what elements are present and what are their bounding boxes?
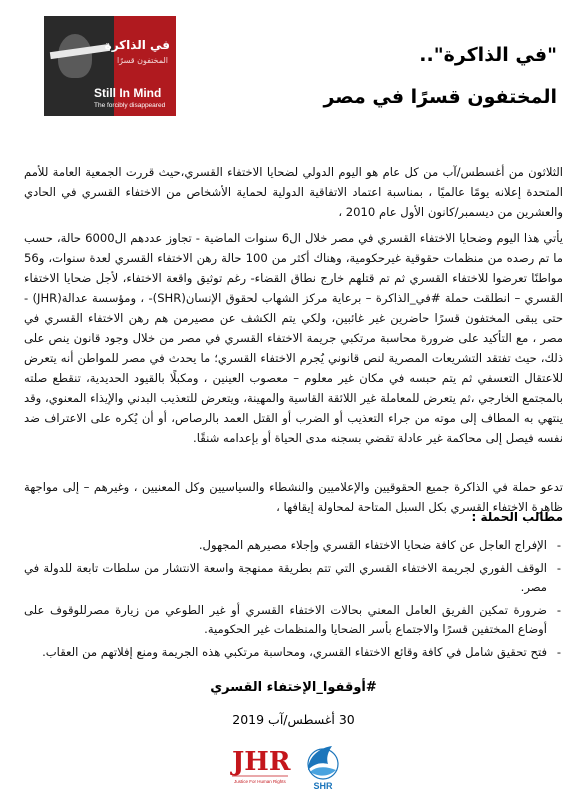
campaign-hashtag: #أوقفوا_الإختفاء القسري bbox=[210, 680, 377, 695]
demands-list bbox=[24, 536, 563, 666]
banner-subtitle-arabic: المختفون قسرًا bbox=[116, 56, 168, 65]
demands-title: مطالب الحملة : bbox=[471, 510, 563, 524]
list-item: - فتح تحقيق شامل في كافة وقائع الاختفاء القسري، ومحاسبة مرتكبي هذه الجريمة ومنع إفلاتهم من العقاب. bbox=[24, 643, 547, 662]
blindfolded-figure-icon bbox=[44, 16, 114, 116]
document-title: "في الذاكرة".. bbox=[419, 44, 557, 66]
shr-logo-text: SHR bbox=[313, 781, 333, 791]
shr-logo bbox=[298, 740, 348, 792]
dove-icon bbox=[308, 746, 338, 779]
jhr-logo-text: JHR bbox=[232, 747, 291, 777]
list-item: - الإفراج العاجل عن كافة ضحايا الاختفاء القسري وإجلاء مصيرهم المجهول. bbox=[24, 536, 547, 555]
list-item: - الوقف الفوري لجريمة الاختفاء القسري التي تتم بطريقة ممنهجة واسعة الانتشار من سلطات تابعة للدولة في مصر. bbox=[24, 559, 547, 597]
banner-subtitle-english: The forcibly disappeared bbox=[94, 102, 166, 109]
list-item: - ضرورة تمكين الفريق العامل المعني بحالات الاختفاء القسري أو غير الطوعي من زيارة مصرللوقوف على أوضاع المختفين قسرًا والاجتماع بأسر الضحايا والمنظمات غير الحكومية. bbox=[24, 601, 547, 639]
paragraph-intro: الثلاثون من أغسطس/آب من كل عام هو اليوم الدولي لضحايا الاختفاء القسري،حيث قررت الجمعية العامة للأمم المتحدة إعلانه يومًا عالميًا ، بمناسبة اعتماد الاتفاقية الدولية لحماية الأشخاص من الاختفاء القسري في الحادي والعشرين من ديسمبر/كانون الأول عام 2010 ، bbox=[24, 164, 563, 219]
banner-title-english: Still In Mind bbox=[94, 86, 162, 100]
campaign-banner-image bbox=[44, 16, 176, 116]
jhr-logo bbox=[228, 744, 292, 788]
paragraph-call: تدعو حملة في الذاكرة جميع الحقوقيين والإعلاميين والنشطاء والسياسيين وكل المعنيين ، وغيرهم – إلى مواجهة ظاهرة الاختفاء القسري بكل السبل المتاحة لمحاولة إيقافها ، bbox=[24, 479, 563, 514]
document-subtitle: المختفون قسرًا في مصر bbox=[323, 86, 557, 108]
banner-title-arabic: في الذاكرة bbox=[104, 38, 170, 52]
document-date: 30 أغسطس/آب 2019 bbox=[232, 712, 355, 727]
paragraph-main: يأتي هذا اليوم وضحايا الاختفاء القسري في مصر خلال ال6 سنوات الماضية - تجاوز عددهم ال6000 حالة، حسب ما تم رصده من منظمات حقوقية غيرحكومية، وهناك أكثر من 100 حالة رهن الاختفاء القسري لعدة سنوات، و56 مواطنًا تعرضوا للاختفاء القسري ثم تم قتلهم خارج نطاق القضاء- رغم توثيق واقعة الاختفاء، لأجل ضحايا الاختفاء القسري – انطلقت حملة #في_الذاكرة – برعاية مركز الشهاب لحقوق الإنسان(SHR)- ، ومؤسسة عدالة(JHR) - حتى يبقى المختفون قسرًا حاضرين غير غائبين، ولكي يتم الكشف عن مصيرمن هم رهن الاختفاء القسري في مصر ، مع التأكيد على ضرورة محاسبة مرتكبي جريمة الاختفاء القسري في مصر من خلال وجود قانون ينص على ذلك، حيث تفتقد التشريعات المصرية لنص قانوني يُجرم الاختفاء القسري؛ ما يحدث في مصر للمواطن أنه يتعرض للاعتقال التعسفي ثم يتم حبسه في مكان غير معلوم – معصوب العينين ، ومكبلًا بالقيود الحديدية، تنقطع صلته بالمجتمع الخارجي ،ثم يتعرض للمعاملة غير اللائقة القاسية والمهينة، ويتعرض للتعذيب البدني والإيذاء المعنوي، وقد ينتهي به المطاف إلى موته من جراء التعذيب أو الضرب أو القتل العمد بالرصاص، أو أن يُكره على الاعتراف ضد نفسه فيصل إلى محاكمة غير عادلة تقضي بسجنه مدى الحياة أو بإعدامه شنقًا. bbox=[24, 230, 563, 445]
jhr-logo-subtitle: Justice For Human Rights bbox=[234, 779, 286, 784]
